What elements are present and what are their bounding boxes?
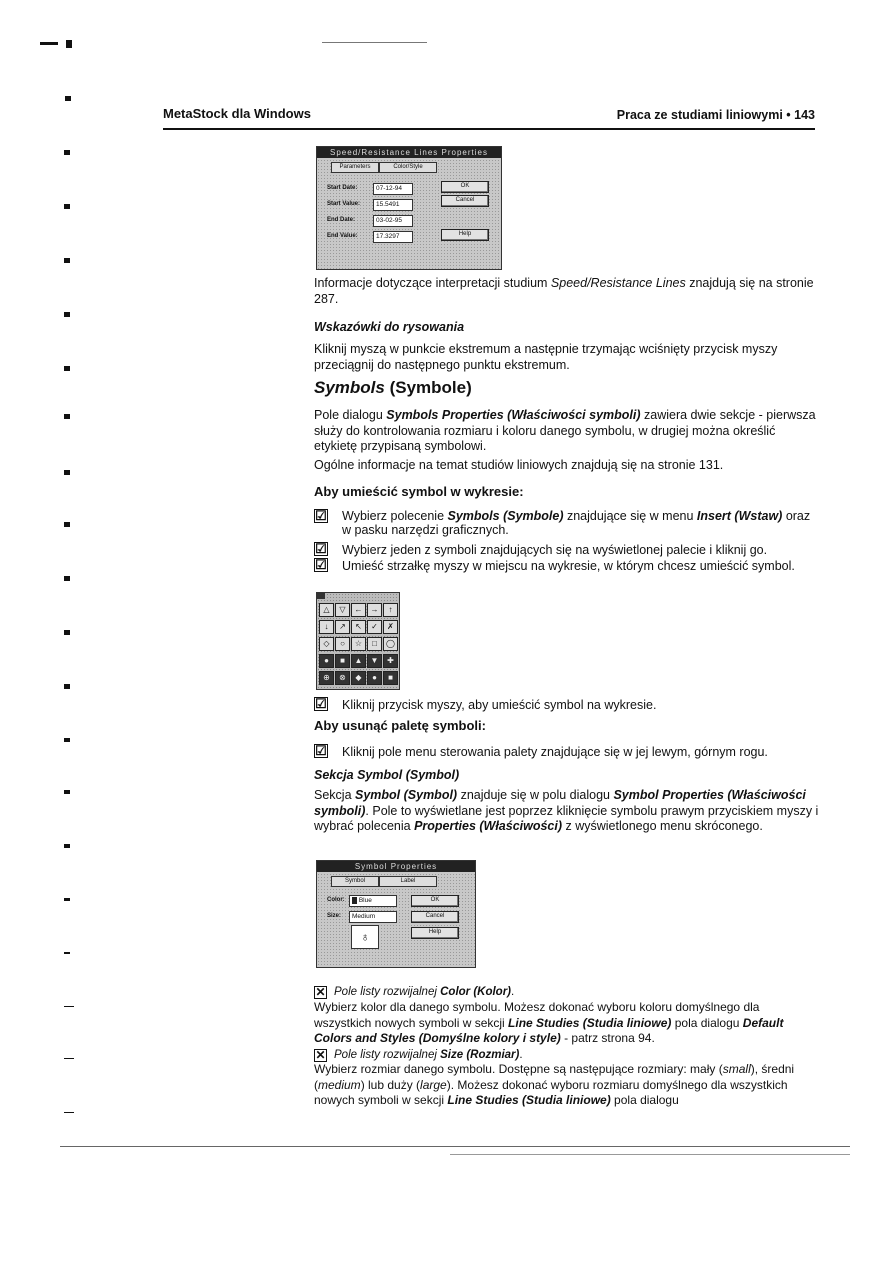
binder-mark xyxy=(64,312,70,317)
checkmark-icon: ☑ xyxy=(315,541,327,556)
step-1: Wybierz polecenie Symbols (Symbole) znajdujące się w menu Insert (Wstaw) oraz w pasku narzędzi graficznych. xyxy=(342,509,811,537)
palette-symbol-cell[interactable]: ↓ xyxy=(319,620,334,634)
palette-symbol-cell[interactable]: □ xyxy=(367,637,382,651)
binder-mark xyxy=(64,366,70,371)
tips-paragraph: Kliknij myszą w punkcie ekstremum a następnie trzymając wciśnięty przycisk myszy przeciągnij do następnego punktu ekstremum. xyxy=(314,342,778,372)
end-value-field[interactable]: 17.3297 xyxy=(373,231,413,243)
size-item-text: Wybierz rozmiar danego symbolu. Dostępne są następujące rozmiary: mały (small), średni (medium) lub duży (large). Możesz dokonać wyboru rozmiaru domyślnego dla wszystkich nowych symboli w sekcji Line Studies (Studia liniowe) pola dialogu xyxy=(314,1062,795,1107)
symbol-properties-dialog xyxy=(316,860,476,968)
start-value-field[interactable]: 15.5491 xyxy=(373,199,413,211)
size-dropdown[interactable]: Medium xyxy=(349,911,397,923)
step-4: Kliknij przycisk myszy, aby umieścić symbol na wykresie. xyxy=(342,698,657,712)
palette-symbol-cell[interactable]: ↗ xyxy=(335,620,350,634)
symbols-paragraph: Pole dialogu Symbols Properties (Właściwości symboli) zawiera dwie sekcje - pierwsza służy do kontrolowania rozmiaru i koloru danego symbolu, w drugiej można określić etykietę przypisaną symbolowi. xyxy=(314,408,816,453)
binder-mark xyxy=(64,684,70,689)
palette-symbol-cell[interactable]: ↖ xyxy=(351,620,366,634)
binder-mark xyxy=(64,522,70,527)
start-date-field[interactable]: 07-12-94 xyxy=(373,183,413,195)
palette-symbol-cell[interactable]: ● xyxy=(319,654,334,668)
ok-button[interactable]: OK xyxy=(441,181,489,193)
end-date-field[interactable]: 03-02-95 xyxy=(373,215,413,227)
palette-symbol-cell[interactable]: ← xyxy=(351,603,366,617)
cancel-button[interactable]: Cancel xyxy=(441,195,489,207)
symbol-subsection-paragraph: Sekcja Symbol (Symbol) znajduje się w polu dialogu Symbol Properties (Właściwości symboli). Pole to wyświetlane jest poprzez kliknięcie symbolu prawym przyciskiem myszy i wybrać polecenia Properties (Właściwości) z wyświetlonego menu skróconego. xyxy=(314,788,819,833)
palette-symbol-cell[interactable]: ✚ xyxy=(383,654,398,668)
section-title: Symbols (Symbole) xyxy=(314,378,472,397)
step-5: Kliknij pole menu sterowania palety znajdujące się w jej lewym, górnym rogu. xyxy=(342,745,768,759)
how-to-remove-heading: Aby usunąć paletę symboli: xyxy=(314,718,486,733)
palette-symbol-cell[interactable]: ▽ xyxy=(335,603,350,617)
general-info-paragraph: Ogólne informacje na temat studiów liniowych znajdują się na stronie 131. xyxy=(314,458,724,472)
palette-symbol-cell[interactable]: ▲ xyxy=(351,654,366,668)
color-dropdown[interactable] xyxy=(349,895,397,907)
tab-parameters[interactable]: Parameters xyxy=(331,162,379,173)
tab-color-style[interactable]: Color/Style xyxy=(379,162,437,173)
palette-symbol-cell[interactable]: ☆ xyxy=(351,637,366,651)
help-button[interactable]: Help xyxy=(441,229,489,241)
palette-control-menu[interactable] xyxy=(317,593,325,599)
palette-symbol-cell[interactable]: → xyxy=(367,603,382,617)
binder-mark xyxy=(64,1058,74,1059)
palette-symbol-cell[interactable]: ⊗ xyxy=(335,671,350,685)
size-item-label: Pole listy rozwijalnej Size (Rozmiar). xyxy=(334,1049,523,1061)
boxed-x-icon: ✕ xyxy=(315,985,326,999)
binder-mark xyxy=(64,738,70,742)
dialog-title: Speed/Resistance Lines Properties xyxy=(317,147,501,158)
start-date-label: Start Date: xyxy=(327,185,358,191)
palette-symbol-cell[interactable]: ✓ xyxy=(367,620,382,634)
end-value-label: End Value: xyxy=(327,233,358,239)
binder-mark xyxy=(64,204,70,209)
step-3: Umieść strzałkę myszy w miejscu na wykresie, w którym chcesz umieścić symbol. xyxy=(342,559,795,573)
checkmark-icon: ☑ xyxy=(315,557,327,572)
binder-mark xyxy=(64,258,70,263)
checkmark-icon: ☑ xyxy=(315,508,327,523)
palette-symbol-cell[interactable]: ■ xyxy=(335,654,350,668)
cancel-button[interactable]: Cancel xyxy=(411,911,459,923)
top-rule xyxy=(322,42,427,43)
tab-label[interactable]: Label xyxy=(379,876,437,887)
symbol-subsection-heading: Sekcja Symbol (Symbol) xyxy=(314,768,460,782)
binder-mark xyxy=(66,40,72,48)
palette-symbol-cell[interactable]: ↑ xyxy=(383,603,398,617)
symbol-preview: ♁ xyxy=(351,925,379,949)
palette-symbol-cell[interactable]: ■ xyxy=(383,671,398,685)
palette-symbol-cell[interactable]: △ xyxy=(319,603,334,617)
palette-symbol-cell[interactable]: ○ xyxy=(335,637,350,651)
color-item-text: Wybierz kolor dla danego symbolu. Możesz dokonać wyboru koloru domyślnego dla wszystkich nowych symboli w sekcji Line Studies (Studia liniowe) pola dialogu Default Colors and Styles (Domyślne kolory i style) - patrz strona 94. xyxy=(314,1000,784,1045)
how-to-place-heading: Aby umieścić symbol w wykresie: xyxy=(314,484,524,499)
binder-mark xyxy=(64,150,70,155)
checkmark-icon: ☑ xyxy=(315,743,327,758)
binder-mark xyxy=(64,1112,74,1113)
binder-mark xyxy=(64,898,70,901)
tips-heading: Wskazówki do rysowania xyxy=(314,320,465,334)
bottom-rule xyxy=(60,1146,850,1147)
tab-symbol[interactable]: Symbol xyxy=(331,876,379,887)
boxed-x-icon: ✕ xyxy=(315,1048,326,1062)
palette-symbol-cell[interactable]: ● xyxy=(367,671,382,685)
color-item-label: Pole listy rozwijalnej Color (Kolor). xyxy=(334,986,515,998)
running-header-right: Praca ze studiami liniowymi • 143 xyxy=(616,108,815,122)
color-label: Color: xyxy=(327,897,345,903)
speed-resistance-dialog xyxy=(316,146,502,270)
palette-symbol-cell[interactable]: ◯ xyxy=(383,637,398,651)
binder-mark xyxy=(64,414,70,419)
palette-symbol-cell[interactable]: ◆ xyxy=(351,671,366,685)
intro-paragraph: Informacje dotyczące interpretacji studium Speed/Resistance Lines znajdują się na stronie 287. xyxy=(314,276,814,306)
binder-mark xyxy=(64,576,70,581)
bottom-rule xyxy=(450,1154,850,1155)
binder-mark xyxy=(64,790,70,794)
binder-mark xyxy=(64,952,70,954)
binder-mark xyxy=(64,844,70,848)
binder-mark xyxy=(40,42,58,45)
end-date-label: End Date: xyxy=(327,217,356,223)
palette-symbol-cell[interactable]: ⊕ xyxy=(319,671,334,685)
header-rule xyxy=(163,128,815,130)
palette-symbol-cell[interactable]: ✗ xyxy=(383,620,398,634)
help-button[interactable]: Help xyxy=(411,927,459,939)
binder-mark xyxy=(64,470,70,475)
size-label: Size: xyxy=(327,913,342,919)
dialog-title: Symbol Properties xyxy=(317,861,475,872)
binder-mark xyxy=(64,1006,74,1007)
running-header-left: MetaStock dla Windows xyxy=(163,106,311,121)
start-value-label: Start Value: xyxy=(327,201,361,207)
palette-symbol-cell[interactable]: ◇ xyxy=(319,637,334,651)
symbol-palette xyxy=(316,592,400,690)
step-2: Wybierz jeden z symboli znajdujących się na wyświetlonej palecie i kliknij go. xyxy=(342,543,768,557)
checkmark-icon: ☑ xyxy=(315,696,327,711)
binder-mark xyxy=(64,630,70,635)
binder-mark xyxy=(65,96,71,101)
color-value: Blue xyxy=(358,897,372,904)
palette-symbol-cell[interactable]: ▼ xyxy=(367,654,382,668)
ok-button[interactable]: OK xyxy=(411,895,459,907)
